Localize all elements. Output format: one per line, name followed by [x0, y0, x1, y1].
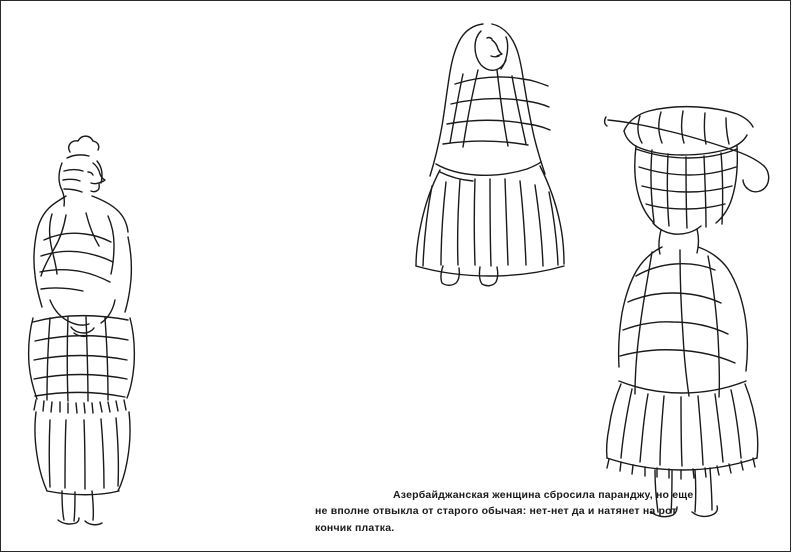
figure-center-woman-in-chador	[416, 24, 564, 286]
caption-line-2: не вполне отвыкла от старого обычая: нет-нет да и натянет на рот	[315, 505, 677, 518]
caption-line-3: кончик платка.	[315, 521, 395, 534]
caption-line-1: Азербайджанская женщина сбросила паранджу, но еще	[393, 489, 694, 501]
caption	[315, 487, 775, 536]
figure-right-woman-carrying-basket	[605, 107, 769, 517]
figure-left-woman-with-plaid-shawl	[29, 136, 135, 525]
